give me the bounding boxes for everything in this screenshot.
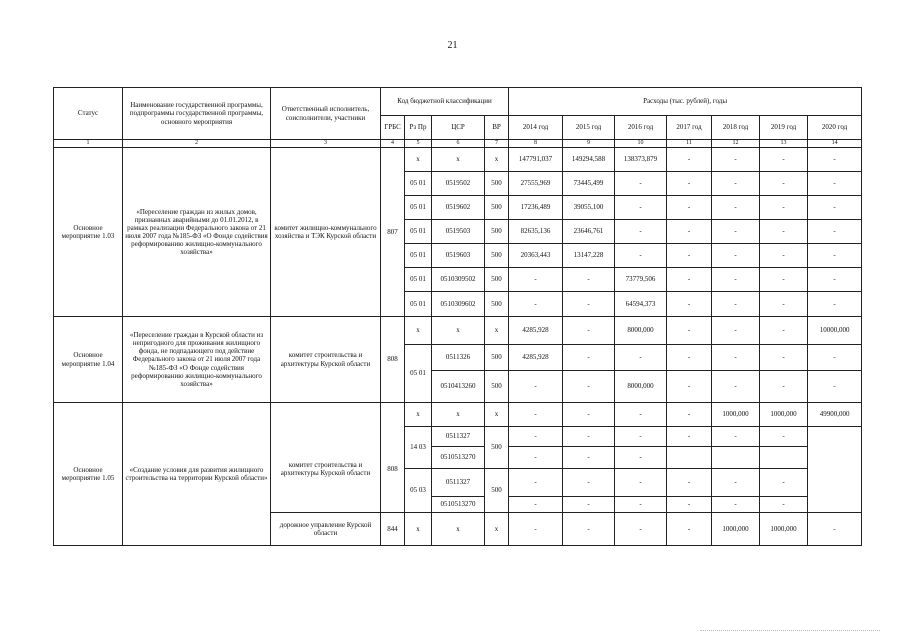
- value-cell: -: [712, 244, 760, 268]
- value-cell: -: [712, 497, 760, 513]
- value-cell: -: [509, 427, 563, 447]
- csr-cell: 0519603: [432, 244, 485, 268]
- rzpr-cell: 05 01: [405, 292, 432, 317]
- value-cell: -: [760, 220, 808, 244]
- header-executor: Ответственный исполнитель, соисполнители, участники: [271, 88, 381, 140]
- column-number: 5: [405, 140, 432, 148]
- column-number: 10: [615, 140, 667, 148]
- csr-cell: х: [432, 513, 485, 546]
- value-cell: -: [808, 345, 862, 371]
- empty-cell: [760, 447, 808, 469]
- value-cell: -: [760, 345, 808, 371]
- vr-cell: 500: [485, 244, 509, 268]
- value-cell: -: [808, 268, 862, 292]
- value-cell: -: [509, 292, 563, 317]
- csr-cell: 0519502: [432, 172, 485, 196]
- grbs-cell: 844: [381, 513, 405, 546]
- value-cell: -: [615, 469, 667, 497]
- empty-cell: [712, 447, 760, 469]
- csr-cell: 0519602: [432, 196, 485, 220]
- value-cell: -: [712, 196, 760, 220]
- csr-cell: 0510413260: [432, 371, 485, 403]
- value-cell: -: [509, 268, 563, 292]
- column-number: 9: [563, 140, 615, 148]
- column-number-row: [54, 140, 862, 148]
- name-cell: «Переселение граждан в Курской области из непригодного для проживания жилищного фонда, не подпадающего под действие Федерального закона от 21 июля 2007 года №185-ФЗ «О Фонде содействия реформированию жилищно-коммунального хозяйства»: [123, 317, 271, 403]
- value-cell: 1000,000: [760, 403, 808, 427]
- rzpr-cell: х: [405, 317, 432, 345]
- value-cell: -: [760, 292, 808, 317]
- value-cell: 8000,000: [615, 371, 667, 403]
- header-budget-code: Код бюджетной классификации: [381, 88, 509, 116]
- vr-cell: 500: [485, 371, 509, 403]
- status-cell: Основное мероприятие 1.05: [54, 403, 123, 546]
- value-cell: 149294,588: [563, 148, 615, 172]
- vr-cell: х: [485, 317, 509, 345]
- value-cell: -: [615, 403, 667, 427]
- rzpr-cell: х: [405, 403, 432, 427]
- value-cell: -: [760, 196, 808, 220]
- csr-cell: 0519503: [432, 220, 485, 244]
- value-cell: 49900,000: [808, 403, 862, 427]
- header-status: Статус: [54, 88, 123, 140]
- empty-cell: [667, 447, 712, 469]
- value-cell: -: [808, 292, 862, 317]
- value-cell: -: [808, 172, 862, 196]
- value-cell: -: [615, 345, 667, 371]
- csr-cell: 0510309502: [432, 268, 485, 292]
- value-cell: -: [760, 172, 808, 196]
- name-cell: «Переселение граждан из жилых домов, признанных аварийными до 01.01.2012, в рамках реализации Федерального закона от 21 июля 2007 года №185-ФЗ «О Фонде содействия реформированию жилищно-коммунального хозяйства»: [123, 148, 271, 317]
- value-cell: 1000,000: [712, 403, 760, 427]
- value-cell: -: [667, 172, 712, 196]
- value-cell: -: [667, 427, 712, 447]
- value-cell: 23646,761: [563, 220, 615, 244]
- csr-cell: 0510513270: [432, 447, 485, 469]
- vr-cell: 500: [485, 196, 509, 220]
- value-cell: -: [615, 220, 667, 244]
- value-cell: 8000,000: [615, 317, 667, 345]
- value-cell: 147791,037: [509, 148, 563, 172]
- rzpr-cell: 05 01: [405, 220, 432, 244]
- vr-cell: 500: [485, 292, 509, 317]
- header-year: 2018 год: [712, 116, 760, 140]
- column-number: 12: [712, 140, 760, 148]
- value-cell: -: [615, 244, 667, 268]
- vr-cell: 500: [485, 469, 509, 513]
- footer-dots: [700, 630, 880, 631]
- value-cell: 27555,969: [509, 172, 563, 196]
- csr-cell: х: [432, 148, 485, 172]
- value-cell: -: [712, 371, 760, 403]
- value-cell: -: [808, 371, 862, 403]
- value-cell: -: [667, 317, 712, 345]
- executor-cell: комитет строительства и архитектуры Курской области: [271, 317, 381, 403]
- value-cell: 4285,928: [509, 317, 563, 345]
- executor-cell: комитет строительства и архитектуры Курской области: [271, 427, 381, 513]
- grbs-cell: 808: [381, 317, 405, 403]
- value-cell: -: [712, 469, 760, 497]
- value-cell: -: [667, 497, 712, 513]
- column-number: 2: [123, 140, 271, 148]
- header-rzpr: Рз Пр: [405, 116, 432, 140]
- value-cell: -: [667, 403, 712, 427]
- value-cell: 1000,000: [760, 513, 808, 546]
- value-cell: 39055,100: [563, 196, 615, 220]
- value-cell: -: [760, 469, 808, 497]
- rzpr-cell: 05 01: [405, 268, 432, 292]
- csr-cell: 0511326: [432, 345, 485, 371]
- grbs-cell: 808: [381, 427, 405, 513]
- vr-cell: 500: [485, 345, 509, 371]
- value-cell: -: [808, 220, 862, 244]
- rzpr-cell: 05 01: [405, 345, 432, 403]
- value-cell: -: [563, 371, 615, 403]
- value-cell: -: [509, 469, 563, 497]
- value-cell: -: [760, 317, 808, 345]
- value-cell: -: [760, 497, 808, 513]
- empty-cell: [808, 427, 862, 513]
- csr-cell: х: [432, 403, 485, 427]
- value-cell: -: [808, 148, 862, 172]
- value-cell: 4285,928: [509, 345, 563, 371]
- value-cell: -: [615, 172, 667, 196]
- value-cell: -: [509, 447, 563, 469]
- value-cell: -: [712, 317, 760, 345]
- value-cell: -: [509, 371, 563, 403]
- executor-cell: комитет жилищно-коммунального хозяйства и ТЭК Курской области: [271, 148, 381, 317]
- value-cell: -: [563, 469, 615, 497]
- value-cell: -: [712, 172, 760, 196]
- header-csr: ЦСР: [432, 116, 485, 140]
- value-cell: -: [563, 268, 615, 292]
- value-cell: -: [563, 447, 615, 469]
- header-year: 2015 год: [563, 116, 615, 140]
- budget-table: [53, 87, 862, 546]
- value-cell: -: [509, 497, 563, 513]
- rzpr-cell: 05 01: [405, 172, 432, 196]
- header-expenses: Расходы (тыс. рублей), годы: [509, 88, 862, 116]
- column-number: 6: [432, 140, 485, 148]
- rzpr-cell: 14 03: [405, 427, 432, 469]
- status-cell: Основное мероприятие 1.03: [54, 148, 123, 317]
- value-cell: 20363,443: [509, 244, 563, 268]
- value-cell: 1000,000: [712, 513, 760, 546]
- column-number: 3: [271, 140, 381, 148]
- value-cell: -: [808, 196, 862, 220]
- header-year: 2020 год: [808, 116, 862, 140]
- vr-cell: 500: [485, 427, 509, 469]
- value-cell: 64594,373: [615, 292, 667, 317]
- vr-cell: 500: [485, 172, 509, 196]
- value-cell: -: [667, 345, 712, 371]
- status-cell: Основное мероприятие 1.04: [54, 317, 123, 403]
- header-vr: ВР: [485, 116, 509, 140]
- value-cell: -: [712, 427, 760, 447]
- value-cell: 73779,506: [615, 268, 667, 292]
- value-cell: -: [509, 403, 563, 427]
- value-cell: -: [563, 427, 615, 447]
- value-cell: -: [667, 220, 712, 244]
- vr-cell: х: [485, 148, 509, 172]
- value-cell: -: [615, 427, 667, 447]
- value-cell: -: [808, 513, 862, 546]
- value-cell: -: [667, 469, 712, 497]
- value-cell: -: [615, 196, 667, 220]
- vr-cell: х: [485, 403, 509, 427]
- column-number: 7: [485, 140, 509, 148]
- vr-cell: 500: [485, 268, 509, 292]
- table-row: [54, 317, 862, 345]
- csr-cell: 0511327: [432, 469, 485, 497]
- value-cell: -: [760, 148, 808, 172]
- name-cell: «Создание условия для развития жилищного строительства на территории Курской области»: [123, 403, 271, 546]
- value-cell: -: [615, 497, 667, 513]
- value-cell: -: [667, 292, 712, 317]
- header-row-1: [54, 88, 862, 116]
- rzpr-cell: х: [405, 513, 432, 546]
- header-grbs: ГРБС: [381, 116, 405, 140]
- column-number: 4: [381, 140, 405, 148]
- csr-cell: 0510513270: [432, 497, 485, 513]
- value-cell: -: [667, 196, 712, 220]
- value-cell: -: [615, 513, 667, 546]
- grbs-cell: 807: [381, 148, 405, 317]
- column-number: 14: [808, 140, 862, 148]
- vr-cell: 500: [485, 220, 509, 244]
- value-cell: 138373,879: [615, 148, 667, 172]
- value-cell: -: [667, 371, 712, 403]
- value-cell: -: [760, 371, 808, 403]
- table-row: [54, 403, 862, 427]
- column-number: 11: [667, 140, 712, 148]
- column-number: 13: [760, 140, 808, 148]
- value-cell: -: [667, 244, 712, 268]
- header-year: 2014 год: [509, 116, 563, 140]
- value-cell: -: [712, 148, 760, 172]
- header-name: Наименование государственной программы, подпрограммы государственной программы, основного мероприятия: [123, 88, 271, 140]
- value-cell: -: [712, 345, 760, 371]
- rzpr-cell: 05 01: [405, 244, 432, 268]
- rzpr-cell: 05 03: [405, 469, 432, 513]
- page-number: 21: [447, 40, 458, 51]
- value-cell: 10000,000: [808, 317, 862, 345]
- value-cell: -: [667, 148, 712, 172]
- value-cell: -: [509, 513, 563, 546]
- value-cell: -: [563, 292, 615, 317]
- csr-cell: х: [432, 317, 485, 345]
- value-cell: -: [760, 244, 808, 268]
- value-cell: -: [667, 268, 712, 292]
- value-cell: -: [563, 317, 615, 345]
- value-cell: -: [760, 427, 808, 447]
- value-cell: -: [712, 220, 760, 244]
- column-number: 1: [54, 140, 123, 148]
- value-cell: 13147,228: [563, 244, 615, 268]
- value-cell: -: [563, 403, 615, 427]
- csr-cell: 0510309602: [432, 292, 485, 317]
- value-cell: -: [615, 447, 667, 469]
- value-cell: -: [712, 292, 760, 317]
- header-year: 2017 год: [667, 116, 712, 140]
- column-number: 8: [509, 140, 563, 148]
- value-cell: 82635,136: [509, 220, 563, 244]
- value-cell: -: [563, 513, 615, 546]
- table-row: [54, 148, 862, 172]
- value-cell: -: [667, 513, 712, 546]
- header-year: 2016 год: [615, 116, 667, 140]
- value-cell: 73445,499: [563, 172, 615, 196]
- value-cell: -: [760, 268, 808, 292]
- rzpr-cell: 05 01: [405, 196, 432, 220]
- value-cell: -: [808, 244, 862, 268]
- executor-cell: дорожное управление Курской области: [271, 513, 381, 546]
- rzpr-cell: х: [405, 148, 432, 172]
- value-cell: -: [563, 497, 615, 513]
- csr-cell: 0511327: [432, 427, 485, 447]
- header-year: 2019 год: [760, 116, 808, 140]
- value-cell: -: [563, 345, 615, 371]
- value-cell: -: [712, 268, 760, 292]
- vr-cell: х: [485, 513, 509, 546]
- value-cell: 17236,489: [509, 196, 563, 220]
